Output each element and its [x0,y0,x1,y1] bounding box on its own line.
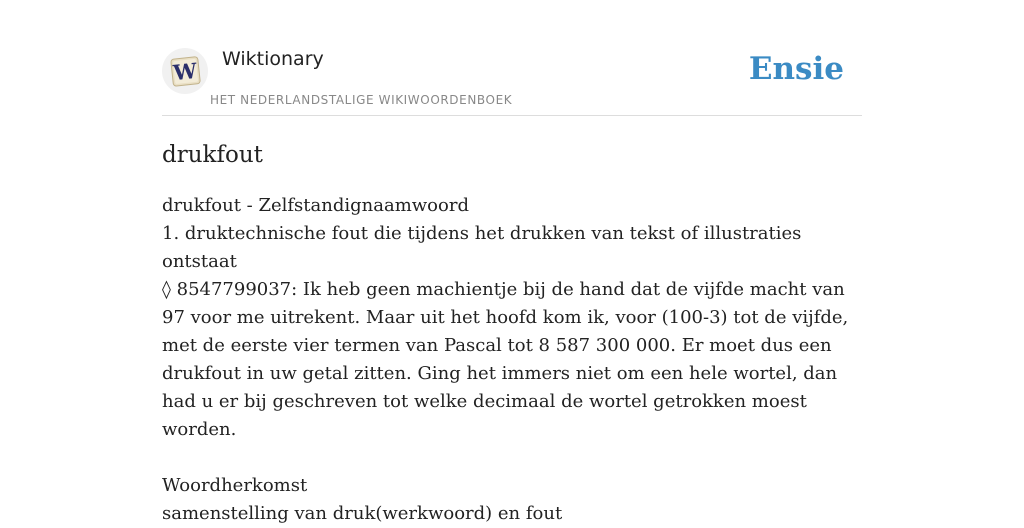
example-quote: ◊ 8547799037: Ik heb geen machientje bij de hand dat de vijfde macht van 97 voor me uitrekent. Maar uit het hoofd kom ik, voor (100-3) tot de vijfde, met de eerste vier termen van Pascal tot 8 587 300 000. Er moet dus een drukfout in uw getal zitten. Ging het immers niet om een hele wortel, dan had u er bij geschreven tot welke decimaal de wortel getrokken moest worden. [162,279,849,440]
site-header [162,40,862,116]
page-title: drukfout [162,142,263,168]
logo-letter: W [172,57,199,86]
ensie-brand-link[interactable]: Ensie [748,51,844,87]
section-spacer [162,444,862,472]
site-name[interactable]: Wiktionary [222,48,324,70]
wiktionary-logo-icon[interactable] [162,48,208,94]
site-tagline: HET NEDERLANDSTALIGE WIKIWOORDENBOEK [210,93,513,107]
part-of-speech-line: drukfout - Zelfstandignaamwoord [162,195,469,216]
etymology-text: samenstelling van druk(werkwoord) en fout [162,503,563,524]
wiktionary-w-logo-icon [162,48,208,94]
entry-content [162,192,862,528]
etymology-heading: Woordherkomst [162,475,308,496]
definition-text: 1. druktechnische fout die tijdens het drukken van tekst of illustraties ontstaat [162,223,802,272]
